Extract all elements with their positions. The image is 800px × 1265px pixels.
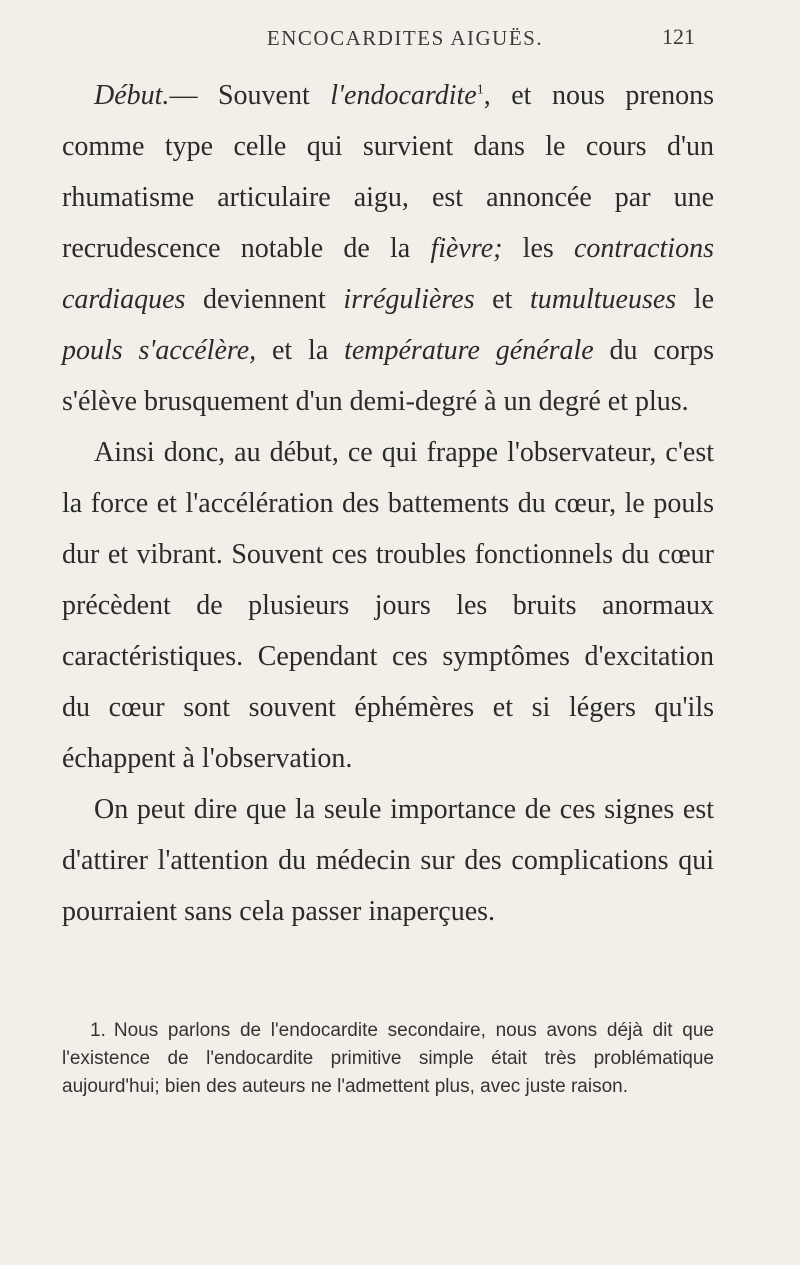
text-segment: le <box>676 284 714 315</box>
emphasis-term: fièvre; <box>430 233 503 264</box>
emphasis-term: contractions cardiaques <box>62 233 714 315</box>
body-text <box>62 70 714 937</box>
text-segment: , et nous prenons comme type celle qui survient dans le cours d'un rhumatisme articulaire aigu, est annoncée par une recrudescence notable de la <box>62 80 714 264</box>
page-number: 121 <box>662 24 695 49</box>
text-segment: les <box>502 233 574 264</box>
footnote-reference: 1 <box>476 82 484 98</box>
text-segment: et <box>474 284 530 315</box>
emphasis-term: température générale <box>344 335 594 366</box>
footnote-number: 1. <box>90 1020 106 1041</box>
paragraph-ainsi: Ainsi donc, au début, ce qui frappe l'observateur, c'est la force et l'accélération des battements du cœur, le pouls dur et vibrant. Souvent ces troubles fonctionnels du cœur précèdent de plusieurs jours les bruits anormaux caractéristiques. Cependant ces symptômes d'excitation du cœur sont souvent éphémères et si légers qu'ils échappent à l'observation. <box>62 437 714 774</box>
text-segment: deviennent <box>185 284 344 315</box>
text-segment: du corps s'élève brusquement d'un demi-degré à un degré et plus. <box>62 335 714 417</box>
emphasis-term: irrégulières <box>343 284 475 315</box>
emphasis-term: pouls s'accélère, <box>62 335 257 366</box>
footnote <box>62 1017 714 1101</box>
text-segment: et la <box>256 335 345 366</box>
emphasis-term: l'endocardite <box>330 80 477 111</box>
paragraph-on-peut: On peut dire que la seule importance de ces signes est d'attirer l'attention du médecin sur des complications qui pourraient sans cela passer inaperçues. <box>62 794 714 927</box>
running-title: ENCOCARDITES AIGUËS. <box>266 26 544 50</box>
footnote-text: Nous parlons de l'endocardite secondaire, nous avons déjà dit que l'existence de l'endocardite primitive simple était très problématique aujourd'hui; bien des auteurs ne l'admettent plus, avec juste raison. <box>62 1020 714 1097</box>
emphasis-term: tumultueuses <box>529 284 677 315</box>
section-lead: Début. <box>94 80 170 111</box>
text-segment: — Souvent <box>169 80 331 111</box>
paragraph-debut <box>62 70 714 427</box>
